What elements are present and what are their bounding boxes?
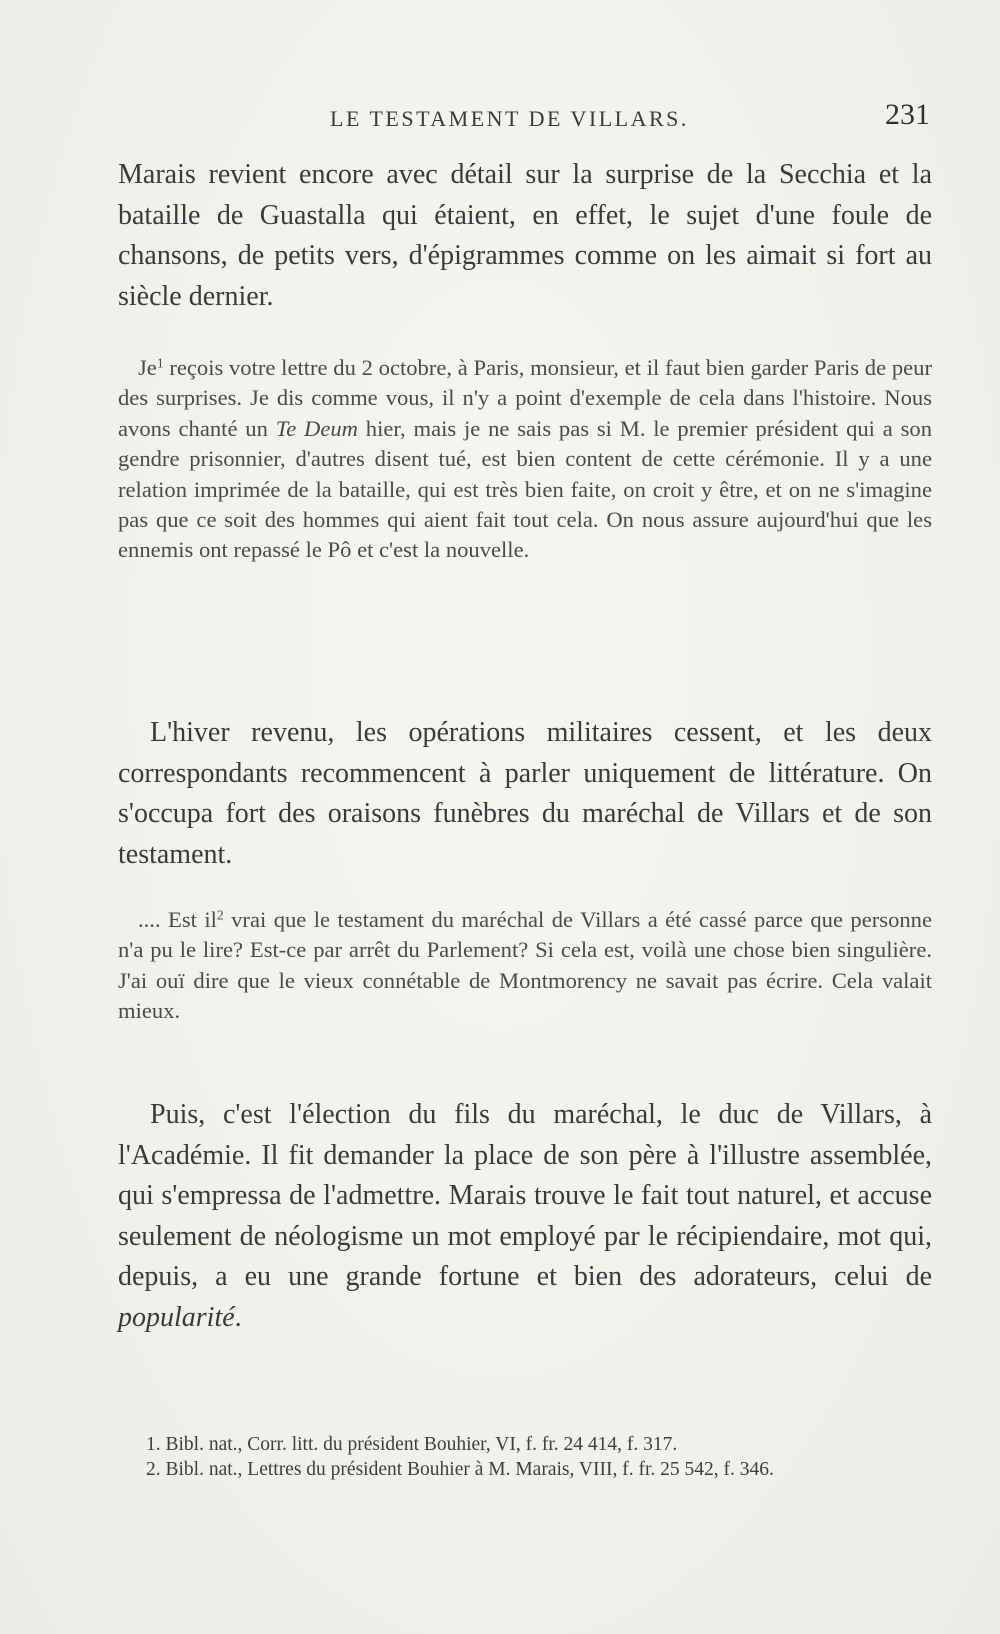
footnote-2: 2. Bibl. nat., Lettres du président Bouhier à M. Marais, VIII, f. fr. 25 542, f. 346. [146, 1459, 774, 1480]
quote-1-lead: Je [138, 355, 157, 380]
paragraph-1: Marais revient encore avec détail sur la surprise de la Secchia et la bataille de Guastalla qui étaient, en effet, le sujet d'une foule de chansons, de petits vers, d'épigrammes comme on les aimait si fort au siècle dernier. [118, 159, 932, 312]
running-title: LE TESTAMENT DE VILLARS. [330, 106, 689, 131]
quoted-letter-1 [118, 353, 932, 566]
footnotes [118, 1432, 932, 1482]
paragraph-2: L'hiver revenu, les opérations militaires cessent, et les deux correspondants recommencent à parler uniquement de littérature. On s'occupa fort des oraisons funèbres du maréchal de Villars et de son testament. [118, 717, 932, 870]
footnote-1: 1. Bibl. nat., Corr. litt. du président Bouhier, VI, f. fr. 24 414, f. 317. [146, 1434, 678, 1455]
quote-1-text-a: reçois votre lettre du 2 octobre, à Paris, monsieur, et il faut bien garder Paris de peur des surprises. Je dis comme vous, il n'y a point d'exemple de cela dans l'histoire. Nous avons chanté un [118, 355, 932, 441]
quote-1-italic: Te Deum [275, 415, 358, 441]
running-head [118, 98, 930, 140]
quoted-letter-2 [118, 905, 932, 1027]
paragraph-3-text: Puis, c'est l'élection du fils du maréchal, le duc de Villars, à l'Académie. Il fit demander la place de son père à l'illustre assemblée, qui s'empressa de l'admettre. Marais trouve le fait tout naturel, et accuse seulement de néologisme un mot employé par le récipiendaire, mot qui, depuis, a eu une grande fortune et bien des adorateurs, celui de [118, 1099, 932, 1292]
page-number: 231 [885, 98, 930, 131]
paragraph-3-italic: popularité [118, 1301, 235, 1333]
paragraph-3 [118, 1095, 932, 1338]
quote-1-text-b: hier, mais je ne sais pas si M. le premier président qui a son gendre prisonnier, d'autres disent tué, est bien content de cette cérémonie. Il y a une relation imprimée de la bataille, qui est très bien faite, on croit y être, et on ne s'imagine pas que ce soit des hommes qui aient fait tout cela. On nous assure aujourd'hui que les ennemis ont repassé le Pô et c'est la nouvelle. [118, 415, 932, 563]
footnote-ref-2[interactable]: 2 [216, 907, 224, 923]
quote-2-text: vrai que le testament du maréchal de Villars a été cassé parce que personne n'a pu le lire? Est-ce par arrêt du Parlement? Si cela est, voilà une chose bien singulière. J'ai ouï dire que le vieux connétable de Montmorency ne savait pas écrire. Cela valait mieux. [118, 907, 932, 1024]
quote-2-lead: .... Est il [138, 907, 217, 932]
paragraph-3-end: . [234, 1301, 242, 1333]
footnote-ref-1[interactable]: 1 [156, 355, 164, 371]
